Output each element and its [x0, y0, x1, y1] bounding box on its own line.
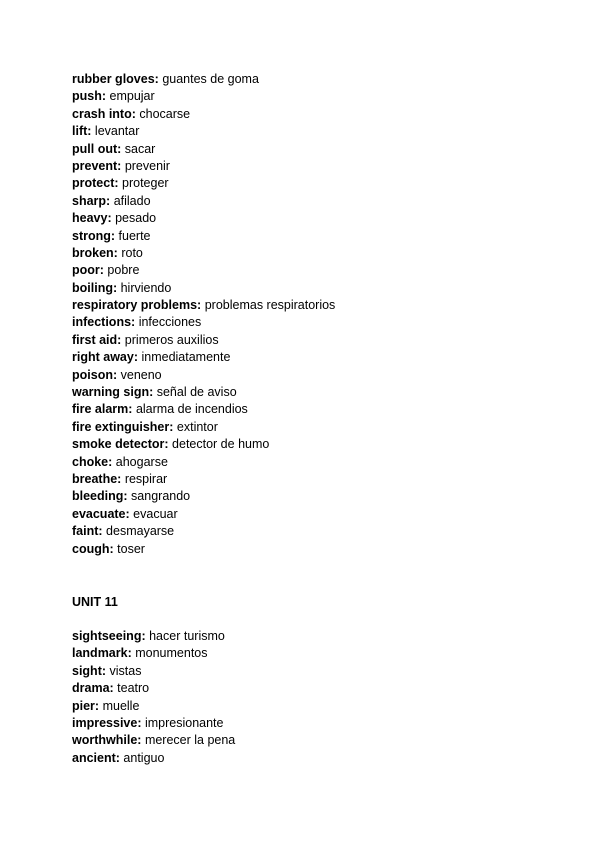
vocab-translation: alarma de incendios: [135, 402, 248, 417]
vocab-translation: hacer turismo: [149, 628, 225, 643]
vocab-translation: hirviendo: [120, 280, 172, 295]
vocab-term: poison:: [72, 367, 118, 382]
vocab-translation: evacuar: [133, 506, 178, 521]
vocab-term: choke:: [72, 454, 113, 469]
vocab-translation: muelle: [102, 698, 140, 713]
vocab-translation: infecciones: [138, 315, 202, 330]
vocab-term: breathe:: [72, 471, 122, 486]
vocab-entry: [72, 506, 572, 523]
vocab-entry: [72, 332, 572, 349]
vocab-term: heavy:: [72, 211, 112, 226]
vocab-entry: [72, 698, 572, 715]
vocab-translation: fuerte: [118, 228, 151, 243]
vocab-entry: [72, 384, 572, 401]
vocab-entry: [72, 488, 572, 505]
vocab-translation: prevenir: [124, 158, 170, 173]
vocab-translation: primeros auxilios: [124, 332, 219, 347]
vocab-translation: sangrando: [131, 489, 191, 504]
vocab-term: faint:: [72, 524, 103, 539]
vocab-term: fire extinguisher:: [72, 419, 174, 434]
vocab-term: boiling:: [72, 280, 118, 295]
vocab-term: right away:: [72, 350, 138, 365]
vocab-entry: [72, 141, 572, 158]
vocab-entry: [72, 193, 572, 210]
vocab-term: rubber gloves:: [72, 72, 159, 86]
vocab-translation: monumentos: [135, 646, 208, 661]
vocab-term: evacuate:: [72, 506, 130, 521]
vocab-entry: [72, 280, 572, 297]
vocab-term: sharp:: [72, 193, 111, 208]
vocab-translation: respirar: [124, 471, 168, 486]
vocab-term: landmark:: [72, 646, 132, 661]
vocab-entry: [72, 401, 572, 418]
vocab-term: sight:: [72, 663, 107, 678]
vocab-translation: levantar: [94, 124, 140, 139]
vocab-entry: [72, 367, 572, 384]
vocab-entry: [72, 297, 572, 314]
vocab-entry: [72, 645, 572, 662]
vocab-term: broken:: [72, 245, 118, 260]
vocab-entry: [72, 715, 572, 732]
vocab-translation: detector de humo: [172, 437, 270, 452]
vocab-entry: [72, 210, 572, 227]
vocab-entry: [72, 175, 572, 192]
vocab-entry: [72, 750, 572, 767]
vocab-term: prevent:: [72, 158, 122, 173]
vocab-entry: [72, 71, 572, 88]
vocab-translation: veneno: [120, 367, 162, 382]
vocab-entry: [72, 436, 572, 453]
vocab-term: lift:: [72, 124, 92, 139]
vocab-entry: [72, 680, 572, 697]
vocab-term: crash into:: [72, 106, 136, 121]
vocab-translation: desmayarse: [106, 524, 175, 539]
vocab-entry: [72, 228, 572, 245]
vocab-entry: [72, 471, 572, 488]
vocab-translation: proteger: [122, 176, 169, 191]
vocab-term: first aid:: [72, 332, 122, 347]
vocab-entry: [72, 262, 572, 279]
vocab-translation: guantes de goma: [162, 72, 259, 86]
vocab-term: protect:: [72, 176, 119, 191]
vocab-translation: extintor: [176, 419, 218, 434]
vocab-term: infections:: [72, 315, 136, 330]
vocab-translation: afilado: [113, 193, 151, 208]
vocab-term: ancient:: [72, 750, 120, 765]
vocab-entry: [72, 123, 572, 140]
vocab-entry: [72, 663, 572, 680]
vocab-entry: [72, 314, 572, 331]
vocab-term: drama:: [72, 681, 114, 696]
vocab-translation: empujar: [109, 89, 155, 104]
vocab-translation: pobre: [107, 263, 140, 278]
vocab-translation: señal de aviso: [156, 385, 237, 400]
vocab-translation: antiguo: [123, 750, 165, 765]
vocab-translation: inmediatamente: [141, 350, 231, 365]
vocab-term: push:: [72, 89, 107, 104]
vocab-term: worthwhile:: [72, 733, 142, 748]
vocab-translation: toser: [117, 541, 145, 556]
vocabulary-list-unit-11: [72, 628, 572, 767]
vocab-term: warning sign:: [72, 385, 154, 400]
vocab-entry: [72, 732, 572, 749]
vocab-term: sightseeing:: [72, 628, 146, 643]
vocabulary-list-section-one: [72, 71, 572, 558]
vocab-term: cough:: [72, 541, 114, 556]
vocab-translation: sacar: [124, 141, 156, 156]
vocab-term: poor:: [72, 263, 104, 278]
vocab-term: bleeding:: [72, 489, 128, 504]
vocab-translation: impresionante: [144, 715, 224, 730]
vocab-translation: roto: [121, 245, 143, 260]
vocab-entry: [72, 541, 572, 558]
vocab-term: fire alarm:: [72, 402, 133, 417]
vocab-entry: [72, 523, 572, 540]
vocab-entry: [72, 454, 572, 471]
vocab-term: strong:: [72, 228, 116, 243]
vocab-entry: [72, 106, 572, 123]
vocab-entry: [72, 349, 572, 366]
vocab-translation: teatro: [117, 681, 150, 696]
vocab-entry: [72, 158, 572, 175]
vocab-translation: problemas respiratorios: [204, 298, 336, 313]
vocab-translation: chocarse: [139, 106, 191, 121]
vocab-entry: [72, 419, 572, 436]
vocab-term: pier:: [72, 698, 100, 713]
vocab-translation: ahogarse: [115, 454, 168, 469]
vocab-translation: merecer la pena: [144, 733, 236, 748]
vocab-translation: pesado: [115, 211, 157, 226]
vocab-entry: [72, 88, 572, 105]
vocab-term: pull out:: [72, 141, 122, 156]
vocab-term: impressive:: [72, 715, 142, 730]
vocab-term: respiratory problems:: [72, 298, 202, 313]
vocab-entry: [72, 245, 572, 262]
vocab-entry: [72, 628, 572, 645]
vocab-translation: vistas: [109, 663, 142, 678]
unit-heading: UNIT 11: [72, 594, 118, 609]
vocabulary-page: [72, 71, 572, 767]
vocab-term: smoke detector:: [72, 437, 169, 452]
